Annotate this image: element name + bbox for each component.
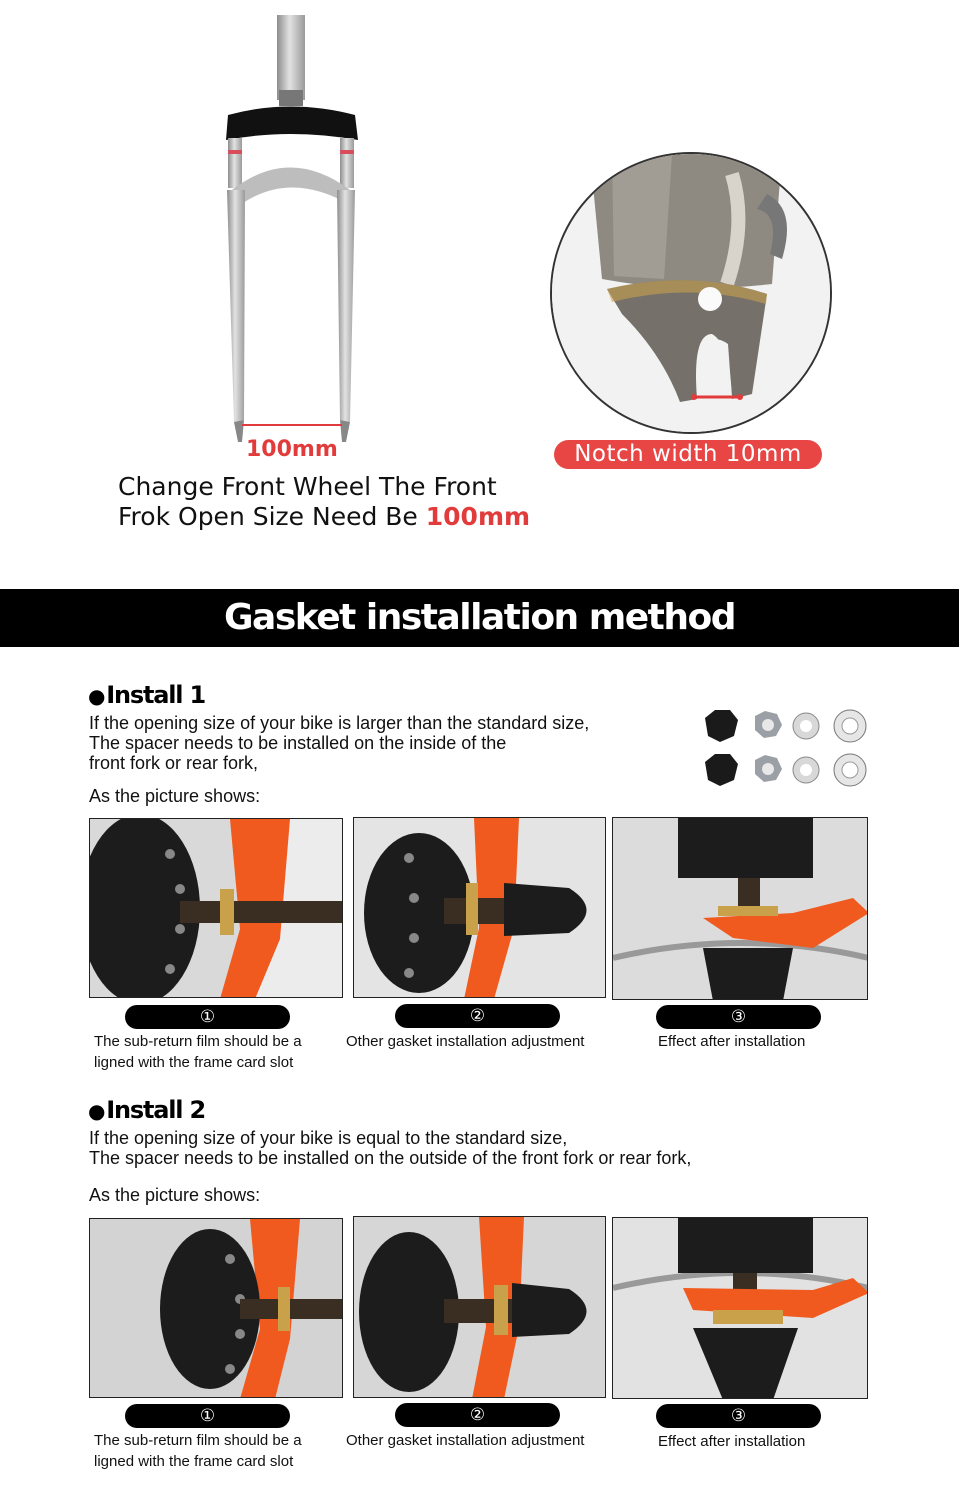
install2-desc-line: If the opening size of your bike is equal to the standard size, xyxy=(89,1128,568,1148)
parts-row-bottom xyxy=(705,754,866,786)
dropout-zoom-image xyxy=(550,152,832,434)
fork-caption-line1: Change Front Wheel The Front xyxy=(118,472,497,501)
install2-step2-photo xyxy=(353,1216,606,1398)
install2-step3-photo xyxy=(612,1217,868,1399)
install1-description xyxy=(89,713,709,773)
caption-line: The sub-return film should be a xyxy=(94,1033,302,1050)
install2-step1-caption xyxy=(94,1430,302,1472)
install1-step3-photo xyxy=(612,817,868,1000)
dropout-closeup-illustration xyxy=(552,154,832,434)
install1-title: Install 1 xyxy=(106,681,205,709)
caption-line: ligned with the frame card slot xyxy=(94,1453,294,1470)
install2-shows-label: As the picture shows: xyxy=(89,1185,261,1205)
spacer-parts-image xyxy=(700,708,870,794)
install1-shows-label: As the picture shows: xyxy=(89,786,261,806)
caption-line: The sub-return film should be a xyxy=(94,1432,302,1449)
install2-bullet: ● xyxy=(88,1099,105,1123)
install1-desc-line: The spacer needs to be installed on the inside of the xyxy=(89,733,507,753)
install1-desc-line: front fork or rear fork, xyxy=(89,753,259,773)
fork-caption-line2 xyxy=(118,502,598,532)
install1-step2-number: ② xyxy=(395,1004,560,1028)
fork-caption-line2-text: Frok Open Size Need Be xyxy=(118,502,418,531)
install2-step1-photo xyxy=(89,1218,343,1398)
install2-step1-number: ① xyxy=(125,1404,290,1428)
install2-step3-caption: Effect after installation xyxy=(658,1433,806,1450)
front-fork-image xyxy=(200,10,390,450)
install1-desc-line: If the opening size of your bike is larger than the standard size, xyxy=(89,713,590,733)
parts-row-top xyxy=(705,710,866,742)
install1-step1-photo xyxy=(89,818,343,998)
install1-step1-number: ① xyxy=(125,1005,290,1029)
install1-step2-caption: Other gasket installation adjustment xyxy=(346,1033,585,1050)
install2-title: Install 2 xyxy=(106,1096,205,1124)
install1-step3-number: ③ xyxy=(656,1005,821,1029)
install1-step2-photo xyxy=(353,817,606,998)
install2-step2-caption: Other gasket installation adjustment xyxy=(346,1432,585,1449)
section-banner: Gasket installation method xyxy=(0,589,959,647)
install1-bullet: ● xyxy=(88,684,105,708)
fork-width-label: 100mm xyxy=(246,437,338,462)
install2-step2-number: ② xyxy=(395,1403,560,1427)
install1-step1-caption xyxy=(94,1031,302,1073)
install2-heading xyxy=(88,1096,205,1124)
install2-desc-line: The spacer needs to be installed on the outside of the front fork or rear fork, xyxy=(89,1148,692,1168)
install2-step3-number: ③ xyxy=(656,1404,821,1428)
caption-line: ligned with the frame card slot xyxy=(94,1054,294,1071)
fork-section xyxy=(0,0,959,560)
notch-width-badge: Notch width 10mm xyxy=(554,440,822,469)
fork-caption-highlight: 100mm xyxy=(425,502,531,531)
install1-step3-caption: Effect after installation xyxy=(658,1033,806,1050)
install1-heading xyxy=(88,681,205,709)
fork-size-caption xyxy=(118,472,598,532)
install2-description xyxy=(89,1128,789,1168)
